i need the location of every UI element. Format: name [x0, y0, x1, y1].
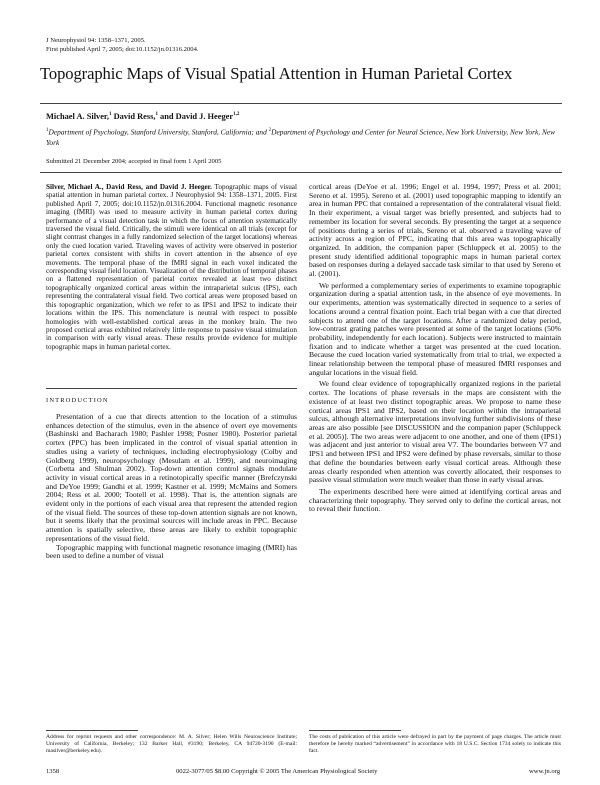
abstract-lead: Silver, Michael A., David Ress, and David J. Heeger. — [46, 183, 212, 191]
title-rule-top — [40, 103, 562, 104]
abstract-rule — [46, 388, 297, 389]
affiliation-nyu: Department of Psychology and Center for Neural Science, New York University, New York, New York — [46, 127, 556, 148]
right-column-text — [309, 183, 561, 514]
article-title: Topographic Maps of Visual Spatial Attention in Human Parietal Cortex — [40, 64, 513, 83]
author-list — [46, 112, 239, 121]
submission-dates: Submitted 21 December 2004; accepted in final form 1 April 2005 — [46, 158, 222, 165]
author-heeger: and David J. Heeger — [157, 112, 234, 121]
affiliation-sup2: 2 — [268, 128, 272, 133]
affiliation-sup1: 1 — [46, 128, 49, 133]
body-paragraph: We performed a complementary series of experiments to examine topographic organization during a spatial attention task, in the absence of eye movements. In our experiments, attention was systematically directed in sequence to a series of locations around a central fixation point. Each trial began with a cue that directed subjects to attend one of the target locations. After a randomized delay period, low-contrast grating patches were presented at some of the target locations (50% probability, independently for each location). Subjects were instructed to maintain fixation and to indicate whether a target was presented at the cued location. Because the cued location varied systematically from trial to trial, we expected a linear relationship between the temporal phase of measured fMRI responses and angular locations in the visual field. — [309, 280, 561, 377]
body-paragraph: The experiments described here were aimed at identifying cortical areas and characterizing their topography. They served only to define the cortical areas, not to reveal their function. — [309, 486, 561, 514]
author-ress: David Ress, — [111, 112, 156, 121]
body-paragraph: cortical areas (DeYoe et al. 1996; Engel et al. 1994, 1997; Press et al. 2001; Sereno et al. 1995). Sereno et al. (2001) used topographic mapping to identify an area in human PPC that contained a representation of the contralateral visual field. In their experiment, a visual target was briefly presented, and subjects had to remember its location for several seconds. By presenting the target at a sequence of positions during a series of trials, Sereno et al. observed a traveling wave of activity across a region of PPC, indicating that this area was topographically organized. In addition, the companion paper (Schluppeck et al. 2005) to the present study identified additional topographic maps in human parietal cortex based on responses during a delayed saccade task similar to that used by Sereno et al. (2001). — [309, 182, 561, 279]
intro-paragraph: Topographic mapping with functional magnetic resonance imaging (fMRI) has been used to define a number of visual — [46, 542, 297, 561]
correspondence-footnote: Address for reprint requests and other correspondence: M. A. Silver; Helen Wills Neuroscience Institute; University of California, Berkeley; 132 Barker Hall, #3190; Berkeley, CA 94720-3190 (E-mail: masilver@berkeley.edu). — [46, 734, 297, 754]
journal-citation-line1: J Neurophysiol 94: 1358–1371, 2005. — [46, 37, 146, 44]
author-silver-sup: 1 — [108, 112, 112, 118]
author-heeger-sup: 1,2 — [233, 112, 240, 118]
journal-url: www.jn.org — [529, 768, 560, 775]
author-silver: Michael A. Silver, — [46, 112, 109, 121]
footnote-rule-right — [309, 730, 401, 731]
introduction-heading: INTRODUCTION — [46, 397, 109, 404]
abstract — [46, 183, 297, 351]
page-charges-footnote: The costs of publication of this article were defrayed in part by the payment of page charges. The article must therefore be hereby marked “advertisement” in accordance with 18 U.S.C. Section 1734 solely to indicate this fact. — [309, 734, 561, 754]
intro-paragraph: Presentation of a cue that directs attention to the location of a stimulus enhances detection of the stimulus, even in the absence of overt eye movements (Bashinski and Bacharach 1980; Pashler 1998; Posner 1980). Posterior parietal cortex (PPC) has been implicated in the control of visual spatial attention in studies using a variety of techniques, including electrophysiology (Colby and Goldberg 1999), neuropsychology (Mesulam et al. 1999), and neuroimaging (Corbetta and Shulman 2002). Top-down attention control signals modulate activity in visual cortical areas in a retinotopically specific manner (Brefczynski and DeYoe 1999; Gandhi et al. 1999; Kastner et al. 1999; McMains and Somers 2004; Ress et al. 2000; Tootell et al. 1998). That is, the attention signals are evident only in the portions of each visual area that represent the attended region of the visual field. The sources of these top-down attention signals are not known, but it seems likely that the proximal sources will include areas in PPC. Because attention is spatially selective, these areas are likely to exhibit topographic representations of the visual field. — [46, 412, 297, 543]
body-paragraph: We found clear evidence of topographically organized regions in the parietal cortex. The locations of phase reversals in the maps are consistent with the existence of at least two distinct topographic areas. We propose to name these cortical areas IPS1 and IPS2, based on their location within the intraparietal sulcus, although alternative interpretations involving further subdivisions of these areas are also possible [see DISCUSSION and the companion paper (Schluppeck et al. 2005)]. The two areas were adjacent to one another, and one of them (IPS1) was adjacent and just anterior to visual area V7. The boundaries between V7 and IPS1 and between IPS1 and IPS2 were defined by phase reversals, similar to those that define the boundaries between early visual cortical areas. Although these areas clearly responded when attention was covertly allocated, their responses to passive visual stimulation were much weaker than those in early visual areas. — [309, 379, 561, 485]
title-rule-bottom — [40, 172, 562, 173]
copyright-line: 0022-3077/05 $8.00 Copyright © 2005 The American Physiological Society — [176, 768, 378, 775]
affiliation-stanford: Department of Psychology, Stanford University, Stanford, California; and — [48, 127, 269, 137]
page-number: 1358 — [46, 768, 60, 775]
abstract-text: Topographic maps of visual spatial attention in human parietal cortex. J Neurophysiol 94: 1358–1371, 2005. First published April 7, 2005; doi:10.1152/jn.01316.2004. Functional magnetic resonance imaging (fMRI) was used to measure activity in human parietal cortex during performance of a visual detection task in which the focus of attention systematically traversed the visual field. Critically, the stimuli were identical on all trials (except for slight contrast changes in a fully randomized selection of the target locations) whereas only the cued location varied. Traveling waves of activity were observed in posterior parietal cortex consistent with shifts in covert attention in the absence of eye movements. The temporal phase of the fMRI signal in each voxel indicated the corresponding visual field location. Visualization of the distribution of temporal phases on a flattened representation of parietal cortex revealed at least two distinct topographically organized cortical areas within the intraparietal sulcus (IPS), each representing the contralateral visual field. Two cortical areas were proposed based on this topographic organization, which we refer to as IPS1 and IPS2 to indicate their locations within the IPS. This nomenclature is neutral with respect to possible homologies with well-established cortical areas in the monkey brain. The two proposed cortical areas exhibited relatively little response to passive visual stimulation in comparison with early visual areas. These results provide evidence for multiple topographic maps in human parietal cortex. — [46, 183, 297, 351]
author-ress-sup: 1 — [155, 112, 158, 118]
footnote-rule-left — [46, 730, 138, 731]
journal-citation — [46, 36, 199, 54]
introduction-text — [46, 413, 297, 561]
journal-citation-line2: First published April 7, 2005; doi:10.1152/jn.01316.2004. — [46, 46, 199, 53]
affiliations — [46, 125, 561, 148]
